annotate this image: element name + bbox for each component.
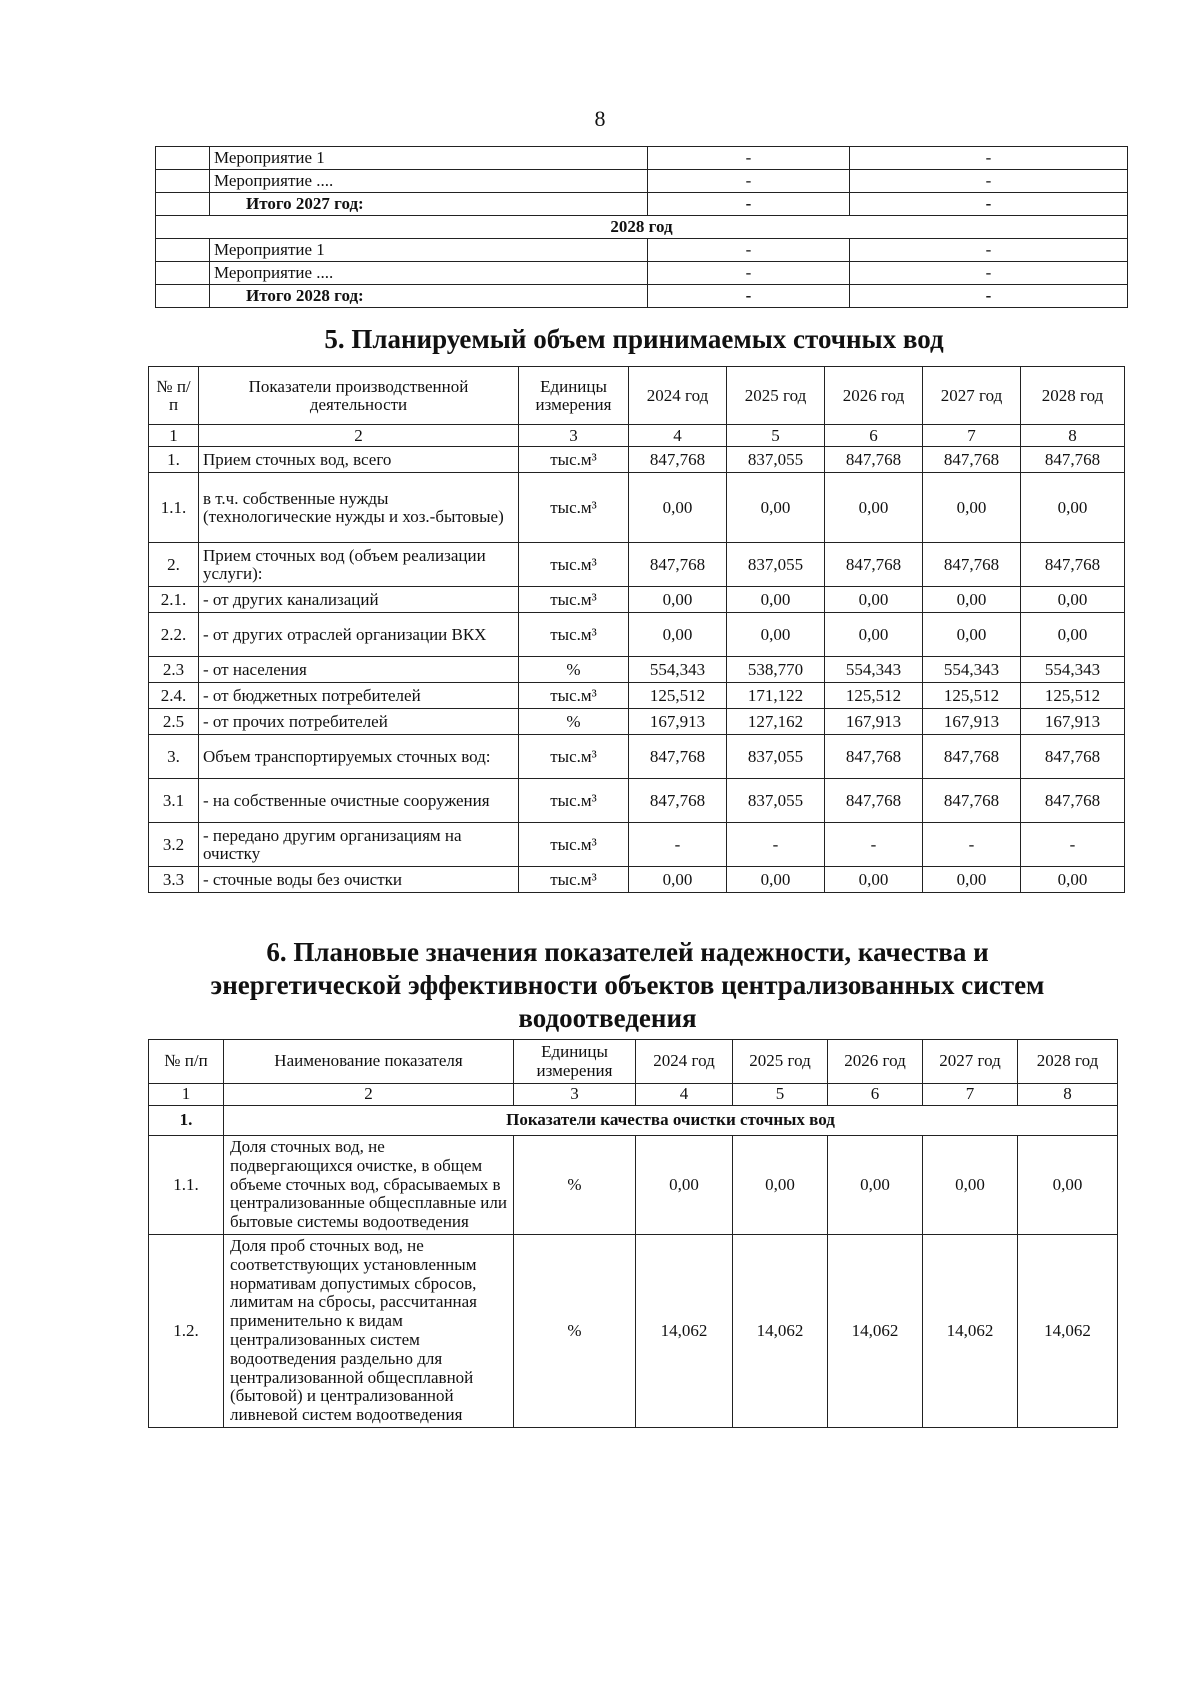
value-cell: 847,768 [629,735,727,779]
page-number: 8 [594,106,606,131]
header-num: № п/п [149,1040,224,1084]
value-cell: 837,055 [727,543,825,587]
value-cell: - [850,170,1128,193]
row-num: 1.1. [149,473,199,543]
value-cell: 171,122 [727,683,825,709]
header-row [149,367,1125,425]
table-row [149,613,1125,657]
header-name: Наименование показателя [224,1040,514,1084]
row-label: Мероприятие 1 [210,147,648,170]
row-unit: тыс.м³ [519,473,629,543]
value-cell: 0,00 [1018,1136,1118,1235]
value-cell: - [648,285,850,308]
value-cell: 847,768 [1021,735,1125,779]
row-unit: тыс.м³ [519,823,629,867]
row-name: - на собственные очистные сооружения [199,779,519,823]
table-row [149,473,1125,543]
row-num: 3. [149,735,199,779]
value-cell: 167,913 [629,709,727,735]
col-number: 8 [1018,1084,1118,1106]
value-cell: 0,00 [825,587,923,613]
row-num: 1. [149,447,199,473]
wastewater-volume-table [148,366,1125,893]
value-cell: - [923,823,1021,867]
row-name: - сточные воды без очистки [199,867,519,893]
value-cell: - [648,147,850,170]
table-row [149,1234,1118,1427]
year-header-row [156,216,1128,239]
header-num: № п/п [149,367,199,425]
total-label: Итого 2028 год: [210,285,648,308]
value-cell: 125,512 [825,683,923,709]
col-number: 5 [727,425,825,447]
value-cell: 125,512 [1021,683,1125,709]
value-cell: 554,343 [629,657,727,683]
value-cell: 837,055 [727,735,825,779]
total-label: Итого 2027 год: [210,193,648,216]
table-row [149,735,1125,779]
col-number: 5 [733,1084,828,1106]
header-year: 2028 год [1021,367,1125,425]
value-cell: 14,062 [1018,1234,1118,1427]
column-numbers-row [149,1084,1118,1106]
header-year: 2025 год [733,1040,828,1084]
value-cell: 837,055 [727,779,825,823]
value-cell: 125,512 [629,683,727,709]
row-unit: % [514,1136,636,1235]
header-name: Показатели производственной деятельности [199,367,519,425]
value-cell: 14,062 [733,1234,828,1427]
value-cell: 14,062 [923,1234,1018,1427]
row-num: 1.2. [149,1234,224,1427]
row-num: 2.5 [149,709,199,735]
row-name: Прием сточных вод, всего [199,447,519,473]
row-label: Мероприятие .... [210,262,648,285]
col-number: 4 [636,1084,733,1106]
table-row [156,193,1128,216]
value-cell: 0,00 [1021,613,1125,657]
value-cell: 127,162 [727,709,825,735]
value-cell: - [850,239,1128,262]
value-cell: 0,00 [1021,867,1125,893]
header-row [149,1040,1118,1084]
value-cell: 0,00 [1021,473,1125,543]
col-number: 4 [629,425,727,447]
value-cell: 847,768 [825,735,923,779]
value-cell: 125,512 [923,683,1021,709]
row-name: - от других отраслей организации ВКХ [199,613,519,657]
row-unit: тыс.м³ [519,613,629,657]
table-row [156,262,1128,285]
value-cell: 847,768 [825,543,923,587]
value-cell: 837,055 [727,447,825,473]
col-number: 1 [149,1084,224,1106]
value-cell: 847,768 [629,447,727,473]
header-unit: Единицы измерения [519,367,629,425]
header-year: 2024 год [629,367,727,425]
value-cell: 0,00 [1021,587,1125,613]
col-number: 7 [923,425,1021,447]
row-name: - от других канализаций [199,587,519,613]
value-cell: 0,00 [923,867,1021,893]
header-year: 2027 год [923,367,1021,425]
value-cell: 0,00 [727,587,825,613]
value-cell: 167,913 [923,709,1021,735]
row-name: - от прочих потребителей [199,709,519,735]
value-cell: 0,00 [629,473,727,543]
col-number: 7 [923,1084,1018,1106]
row-unit: тыс.м³ [519,735,629,779]
value-cell: 554,343 [923,657,1021,683]
value-cell: - [648,193,850,216]
row-num: 3.2 [149,823,199,867]
row-name: Объем транспортируемых сточных вод: [199,735,519,779]
group-row [149,1106,1118,1136]
table-row [149,1136,1118,1235]
value-cell: 0,00 [923,587,1021,613]
table-row [149,709,1125,735]
value-cell: 847,768 [923,735,1021,779]
section-5-title: 5. Планируемый объем принимаемых сточных вод [324,324,944,354]
header-unit: Единицы измерения [514,1040,636,1084]
table-row [149,543,1125,587]
value-cell: 847,768 [825,779,923,823]
value-cell: 0,00 [733,1136,828,1235]
row-unit: тыс.м³ [519,543,629,587]
table-row [149,867,1125,893]
column-numbers-row [149,425,1125,447]
row-unit: тыс.м³ [519,779,629,823]
value-cell: 538,770 [727,657,825,683]
section-6-title-line: водоотведения [518,1003,697,1033]
col-number: 6 [825,425,923,447]
year-header: 2028 год [156,216,1128,239]
row-name: Доля сточных вод, не подвергающихся очистке, в общем объеме сточных вод, сбрасываемых в централизованные общесплавные или бытовые системы водоотведения [224,1136,514,1235]
header-year: 2024 год [636,1040,733,1084]
row-unit: тыс.м³ [519,447,629,473]
value-cell: 847,768 [629,543,727,587]
row-name: Доля проб сточных вод, не соответствующих установленным нормативам допустимых сбросов, лимитам на сбросы, рассчитанная применительно к видам централизованных систем водоотведения раздельно для централизованной общесплавной (бытовой) и централизованной ливневой систем водоотведения [224,1234,514,1427]
value-cell: 14,062 [636,1234,733,1427]
row-num: 2.3 [149,657,199,683]
row-num: 3.3 [149,867,199,893]
header-year: 2025 год [727,367,825,425]
value-cell: - [825,823,923,867]
row-num: 2.2. [149,613,199,657]
value-cell: - [850,193,1128,216]
value-cell: 0,00 [828,1136,923,1235]
header-year: 2028 год [1018,1040,1118,1084]
col-number: 2 [199,425,519,447]
value-cell: 0,00 [825,473,923,543]
row-num: 3.1 [149,779,199,823]
row-label: Мероприятие .... [210,170,648,193]
value-cell: 554,343 [825,657,923,683]
col-number: 1 [149,425,199,447]
value-cell: 847,768 [923,447,1021,473]
table-row [156,239,1128,262]
value-cell: 847,768 [825,447,923,473]
row-num: 2.1. [149,587,199,613]
value-cell: 0,00 [727,867,825,893]
value-cell: - [648,170,850,193]
value-cell: 167,913 [825,709,923,735]
col-number: 8 [1021,425,1125,447]
row-num: 2.4. [149,683,199,709]
value-cell: 0,00 [629,587,727,613]
header-year: 2026 год [828,1040,923,1084]
row-num: 2. [149,543,199,587]
col-number: 2 [224,1084,514,1106]
value-cell: 0,00 [923,613,1021,657]
value-cell: 847,768 [1021,447,1125,473]
table-row [149,683,1125,709]
value-cell: 0,00 [923,473,1021,543]
value-cell: - [648,262,850,285]
table-row [156,285,1128,308]
value-cell: 0,00 [727,473,825,543]
value-cell: 847,768 [1021,543,1125,587]
table-row [149,657,1125,683]
section-6-title-line: энергетической эффективности объектов централизованных систем [210,970,1045,1000]
value-cell: 847,768 [629,779,727,823]
row-unit: тыс.м³ [519,867,629,893]
value-cell: 0,00 [825,867,923,893]
row-num: 1.1. [149,1136,224,1235]
row-unit: тыс.м³ [519,683,629,709]
section-6-title-line: 6. Плановые значения показателей надежности, качества и [266,937,989,967]
value-cell: - [727,823,825,867]
value-cell: - [629,823,727,867]
measures-table [155,146,1128,308]
row-name: - от бюджетных потребителей [199,683,519,709]
value-cell: 0,00 [825,613,923,657]
table-row [156,170,1128,193]
col-number: 3 [514,1084,636,1106]
table-row [149,779,1125,823]
value-cell: - [850,147,1128,170]
section-6-title [0,936,1200,1035]
value-cell: 14,062 [828,1234,923,1427]
group-num: 1. [149,1106,224,1136]
row-label: Мероприятие 1 [210,239,648,262]
value-cell: 0,00 [629,867,727,893]
value-cell: 0,00 [727,613,825,657]
row-unit: % [519,657,629,683]
header-year: 2026 год [825,367,923,425]
row-name: Прием сточных вод (объем реализации услуги): [199,543,519,587]
value-cell: - [1021,823,1125,867]
value-cell: 847,768 [923,543,1021,587]
table-row [156,147,1128,170]
value-cell: - [850,285,1128,308]
row-unit: тыс.м³ [519,587,629,613]
table-row [149,587,1125,613]
table-row [149,823,1125,867]
value-cell: 0,00 [636,1136,733,1235]
col-number: 6 [828,1084,923,1106]
value-cell: - [850,262,1128,285]
row-unit: % [514,1234,636,1427]
value-cell: 167,913 [1021,709,1125,735]
value-cell: 847,768 [923,779,1021,823]
header-year: 2027 год [923,1040,1018,1084]
table-row [149,447,1125,473]
value-cell: 0,00 [629,613,727,657]
row-name: - передано другим организациям на очистку [199,823,519,867]
value-cell: 847,768 [1021,779,1125,823]
row-unit: % [519,709,629,735]
value-cell: - [648,239,850,262]
value-cell: 0,00 [923,1136,1018,1235]
indicators-table [148,1039,1118,1428]
row-name: - от населения [199,657,519,683]
group-title: Показатели качества очистки сточных вод [224,1106,1118,1136]
row-name: в т.ч. собственные нужды (технологические нужды и хоз.-бытовые) [199,473,519,543]
col-number: 3 [519,425,629,447]
value-cell: 554,343 [1021,657,1125,683]
